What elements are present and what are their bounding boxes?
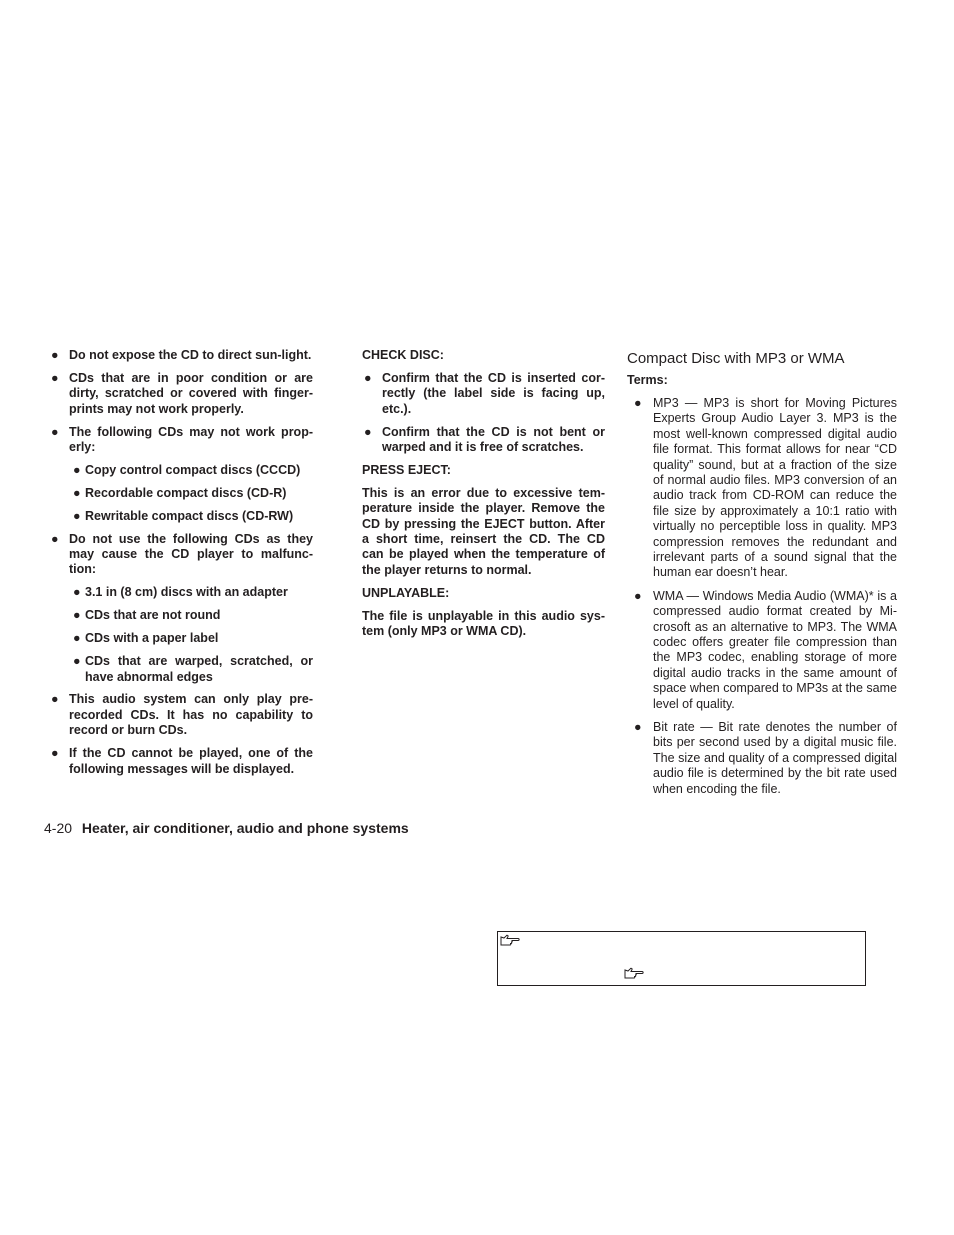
chapter-title: Heater, air conditioner, audio and phone systems [81,820,409,836]
list-item: ● MP3 — MP3 is short for Moving Pictures Experts Group Audio Layer 3. MP3 is the most well-known compressed digital audio file format. This format allows for near “CD quality” sound, but at a fraction of the size of normal audio files. MP3 conversion of an audio track from CD-ROM can reduce the file size by approximately a 10:1 ratio with virtually no perceptible loss in quality. MP3 compression removes the redundant and irrelevant parts of a sound signal that the human ear doesn’t hear. [634,395,897,580]
cd-caution-list [49,348,313,777]
sub-list-item: ● CDs that are warped, scratched, or have abnormal edges [73,654,313,684]
terms-label: Terms: [627,373,668,387]
left-column [49,348,313,784]
list-item: ● Confirm that the CD is inserted cor-rectly (the label side is facing up, etc.). [364,370,605,416]
reference-box [497,931,866,986]
list-item: ● If the CD cannot be played, one of the following messages will be displayed. [51,746,313,776]
pointing-hand-icon [624,967,644,979]
list-item: ● Do not expose the CD to direct sun-light. [51,348,312,362]
list-item: ● WMA — Windows Media Audio (WMA)* is a compressed audio format created by Mi-crosoft as an alternative to MP3. The WMA codec offers greater file compression than the MP3 codec, enabling storage of more digital audio tracks in the same amount of space when compared to MP3s at the same level of quality. [634,588,897,711]
sub-list-item: ● Recordable compact discs (CD-R) [73,485,287,500]
press-eject-heading: PRESS EJECT: [362,462,451,477]
terms-list [627,396,897,797]
page-number: 4-20 [44,820,73,836]
list-item: ● Bit rate — Bit rate denotes the number of bits per second used by a digital music file. The size and quality of a compressed digital audio file is determined by the bit rate used when encoding the file. [634,720,897,796]
check-disc-heading: CHECK DISC: [362,348,444,362]
sub-list [69,463,313,524]
section-title: Compact Disc with MP3 or WMA [627,350,845,367]
press-eject-text: This is an error due to excessive tem-perature inside the player. Remove the CD by pressing the EJECT button. After a short time, reinsert the CD. The CD can be played when the temperature of the player returns to normal. [362,485,605,577]
list-item: ● This audio system can only play pre-recorded CDs. It has no capability to record or burn CDs. [51,692,313,738]
middle-column [362,348,605,647]
unplayable-text: The file is unplayable in this audio sys-tem (only MP3 or WMA CD). [362,608,605,639]
check-disc-list [362,371,605,456]
right-column [627,348,897,805]
unplayable-heading: UNPLAYABLE: [362,585,450,600]
page-footer [44,820,409,836]
pointing-hand-icon [500,934,520,946]
sub-list-item: ● CDs with a paper label [73,631,219,646]
sub-list [69,585,313,685]
sub-list-item: ● Copy control compact discs (CCCD) [73,462,301,477]
list-item: ● Confirm that the CD is not bent or warped and it is free of scratches. [364,424,605,455]
sub-list-item: ● CDs that are not round [73,608,221,623]
sub-list-item: ● Rewritable compact discs (CD-RW) [73,508,294,523]
list-item: ● CDs that are in poor condition or are dirty, scratched or covered with finger-prints may not work properly. [51,370,313,416]
sub-list-item: ● 3.1 in (8 cm) discs with an adapter [73,585,288,600]
list-item: ● Do not use the following CDs as they may cause the CD player to malfunc-tion: ● 3.1 in (8 cm) discs with an adapter ● CDs that are not round ● CDs with a paper label ● CDs that are warped, scratched, or have abnormal edges [51,531,313,684]
list-item: ● The following CDs may not work prop-erly: ● Copy control compact discs (CCCD) ● Recordable compact discs (CD-R) ● Rewritable compact discs (CD-RW) [51,424,313,523]
